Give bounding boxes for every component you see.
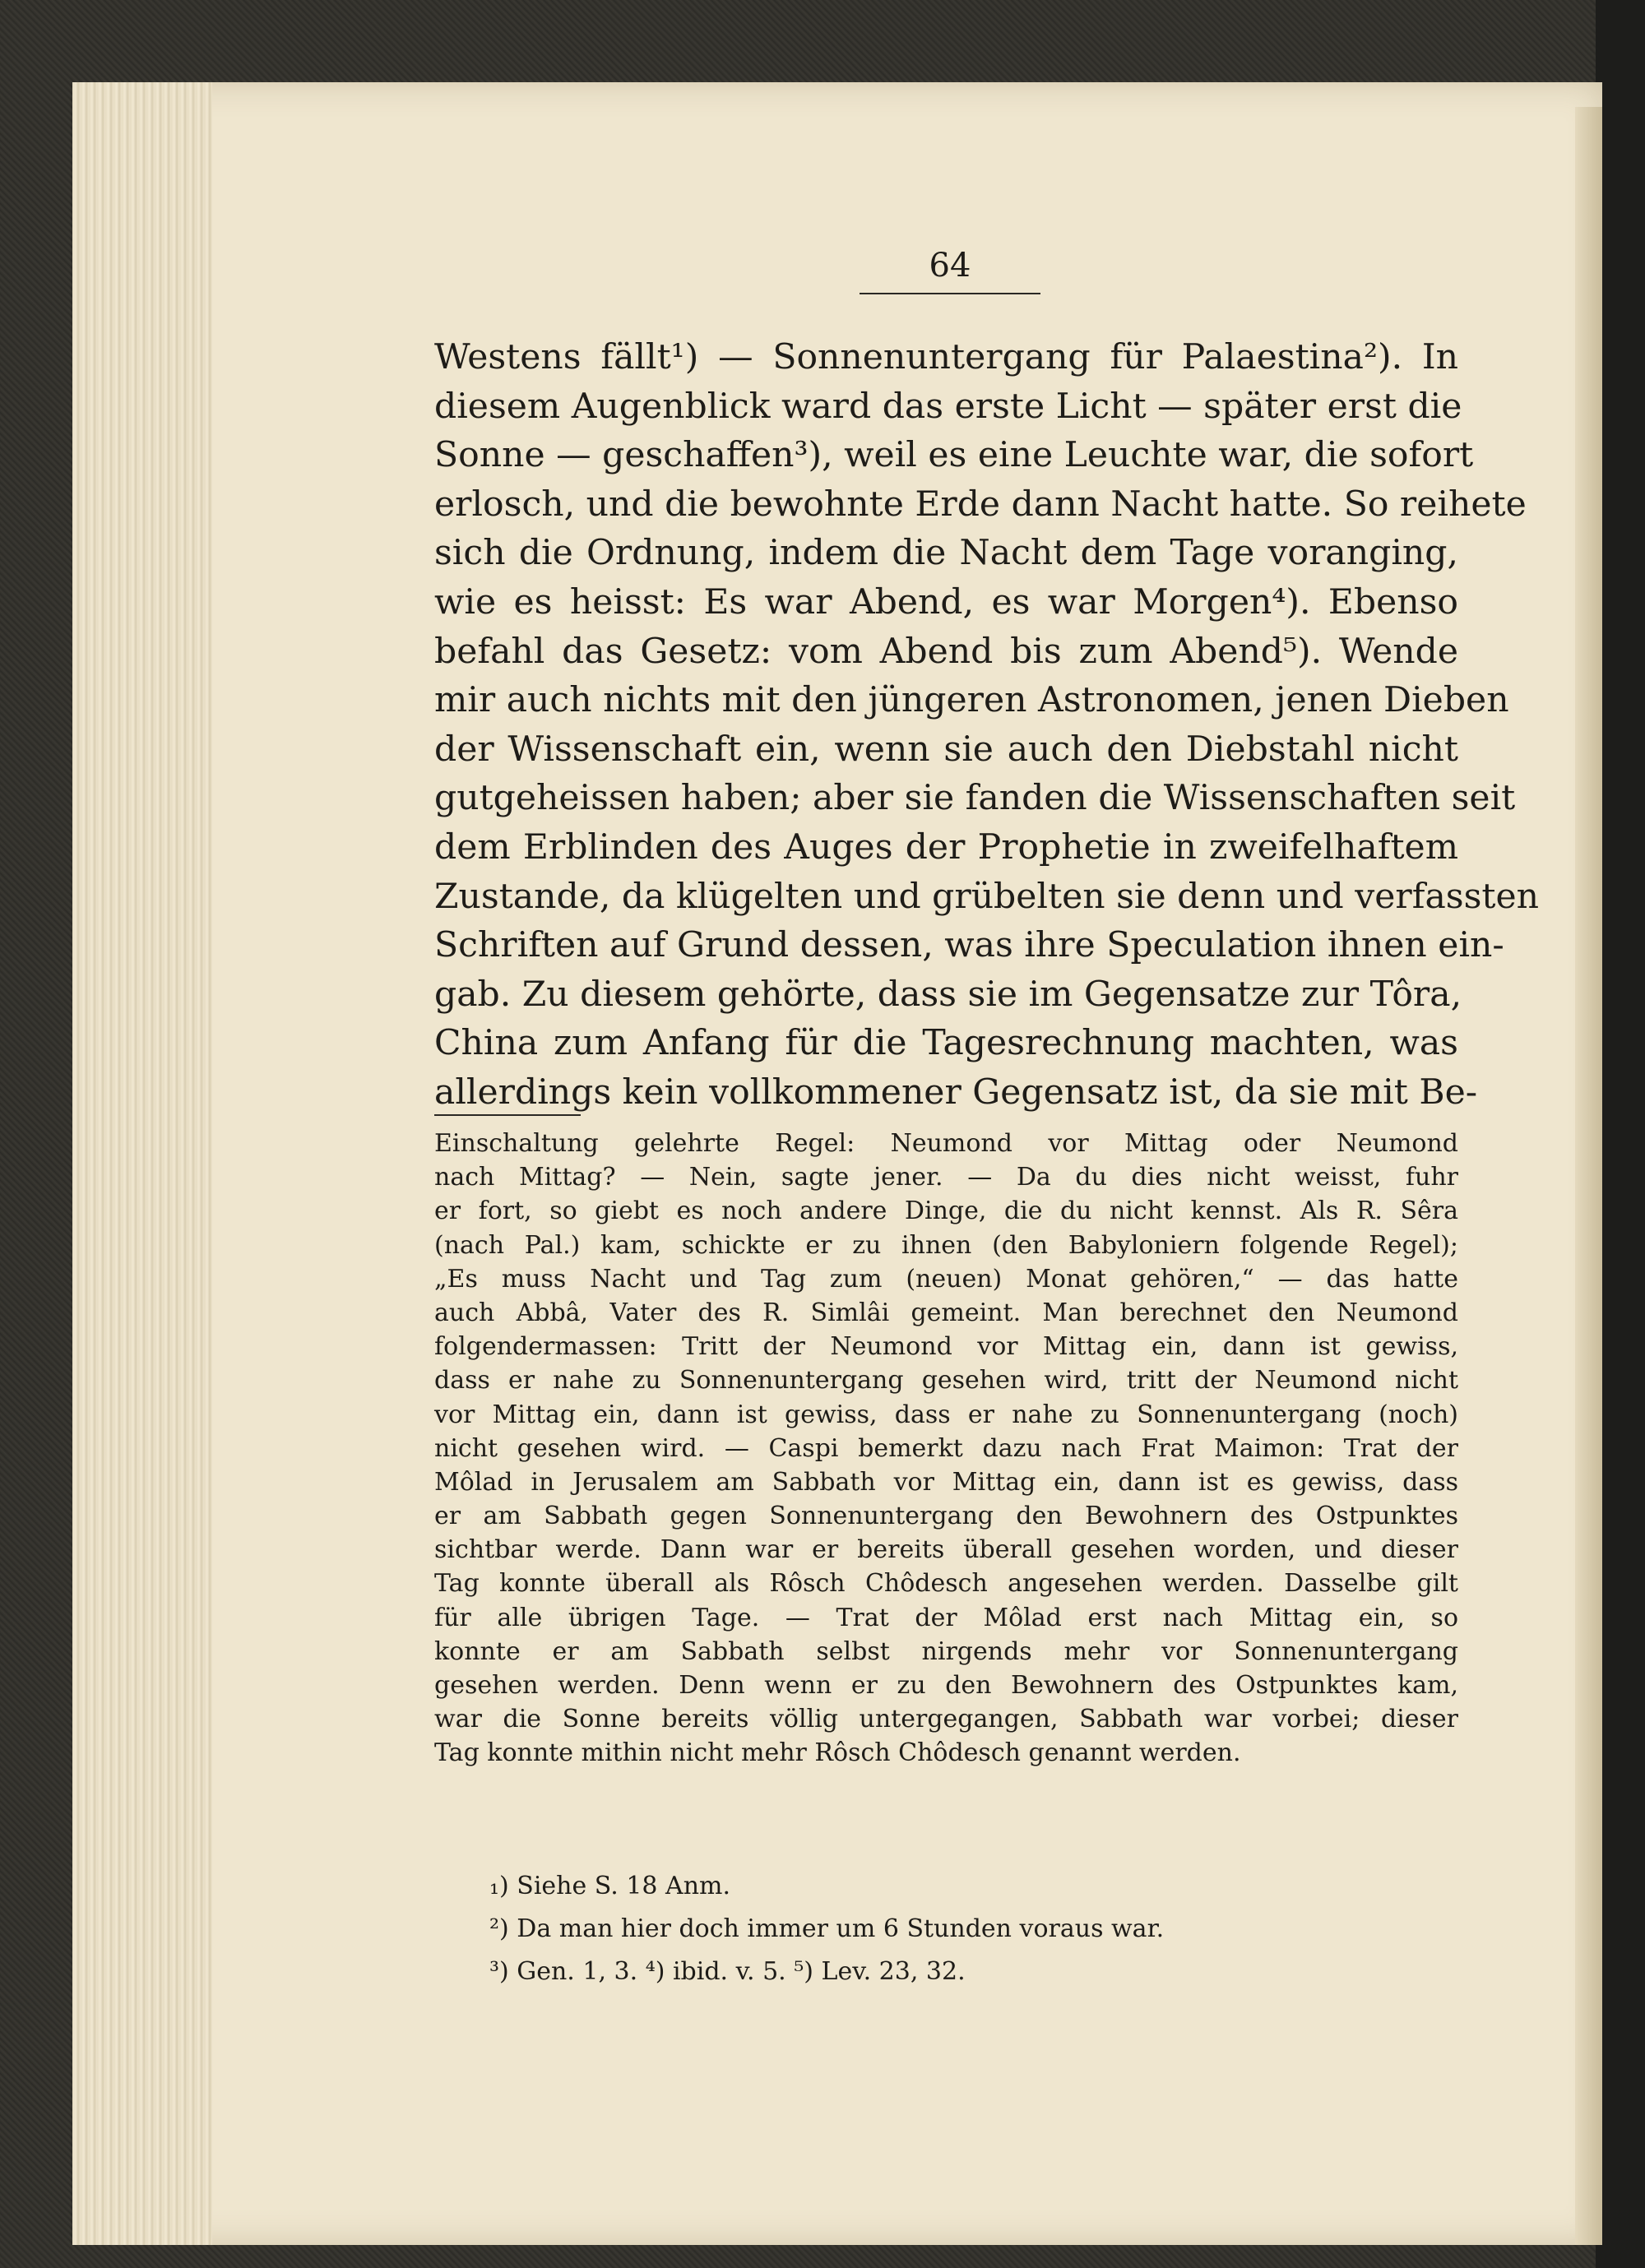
footnote-rule: [434, 1114, 581, 1116]
footnote-line: er am Sabbath gegen Sonnenuntergang den Bewohnern des Ostpunktes: [434, 1502, 1458, 1531]
main-line: mir auch nichts mit den jüngeren Astronomen, jenen Dieben: [434, 680, 1509, 721]
page-number: 64: [929, 247, 971, 285]
main-line: erlosch, und die bewohnte Erde dann Nacht hatte. So reihete: [434, 484, 1527, 525]
page-edges: [72, 82, 212, 2245]
footnote-line: auch Abbâ, Vater des R. Simlâi gemeint. Man berechnet den Neumond: [434, 1298, 1458, 1327]
main-text: [434, 333, 1540, 1118]
footnote-line: konnte er am Sabbath selbst nirgends mehr vor Sonnenuntergang: [434, 1636, 1458, 1666]
footnote-notes: [489, 1865, 1476, 1993]
main-line: diesem Augenblick ward das erste Licht — später erst die: [434, 386, 1462, 427]
main-line: gutgeheissen haben; aber sie fanden die Wissenschaften seit: [434, 778, 1516, 819]
footnote-line: Tag konnte mithin nicht mehr Rôsch Chôdesch genannt werden.: [434, 1738, 1241, 1768]
main-line: China zum Anfang für die Tagesrechnung machten, was: [434, 1023, 1458, 1064]
main-line: sich die Ordnung, indem die Nacht dem Tage voranging,: [434, 533, 1458, 574]
header-rule: [860, 293, 1040, 294]
footnote-line: folgendermassen: Tritt der Neumond vor Mittag ein, dann ist gewiss,: [434, 1332, 1458, 1362]
main-line: Schriften auf Grund dessen, was ihre Speculation ihnen ein-: [434, 925, 1504, 966]
footnote-line: Einschaltung gelehrte Regel: Neumond vor Mittag oder Neumond: [434, 1129, 1458, 1158]
footnote-line: Môlad in Jerusalem am Sabbath vor Mittag ein, dann ist es gewiss, dass: [434, 1467, 1458, 1497]
footnote-line: nach Mittag? — Nein, sagte jener. — Da du dies nicht weisst, fuhr: [434, 1163, 1458, 1192]
main-line: Zustande, da klügelten und grübelten sie denn und verfassten: [434, 876, 1540, 917]
footnote-line: dass er nahe zu Sonnenuntergang gesehen wird, tritt der Neumond nicht: [434, 1366, 1458, 1396]
main-line: dem Erblinden des Auges der Prophetie in zweifelhaftem: [434, 826, 1458, 868]
footnote-line: Tag konnte überall als Rôsch Chôdesch angesehen werden. Dasselbe gilt: [434, 1569, 1458, 1599]
main-line: befahl das Gesetz: vom Abend bis zum Abend⁵). Wende: [434, 631, 1458, 672]
note-2: ²) Da man hier doch immer um 6 Stunden voraus war.: [489, 1914, 1165, 1943]
footnote-line: er fort, so giebt es noch andere Dinge, die du nicht kennst. Als R. Sêra: [434, 1196, 1458, 1226]
footnote-line: nicht gesehen wird. — Caspi bemerkt dazu nach Frat Maimon: Trat der: [434, 1433, 1458, 1463]
footnote-line: (nach Pal.) kam, schickte er zu ihnen (den Babyloniern folgende Regel);: [434, 1230, 1458, 1260]
footnote-text: [434, 1127, 1458, 1770]
main-line: Westens fällt¹) — Sonnenuntergang für Palaestina²). In: [434, 337, 1458, 377]
footnote-line: sichtbar werde. Dann war er bereits überall gesehen worden, und dieser: [434, 1535, 1458, 1565]
main-line: gab. Zu diesem gehörte, dass sie im Gegensatze zur Tôra,: [434, 974, 1462, 1015]
page-gutter: [1575, 107, 1602, 2245]
main-line: wie es heisst: Es war Abend, es war Morgen⁴). Ebenso: [434, 581, 1458, 623]
cover-edge: [1596, 0, 1645, 2268]
footnote-line: war die Sonne bereits völlig untergegangen, Sabbath war vorbei; dieser: [434, 1705, 1458, 1734]
main-line: Sonne — geschaffen³), weil es eine Leuchte war, die sofort: [434, 435, 1474, 476]
footnote-line: „Es muss Nacht und Tag zum (neuen) Monat gehören,“ — das hatte: [434, 1264, 1458, 1294]
main-line: allerdings kein vollkommener Gegensatz ist, da sie mit Be-: [434, 1072, 1478, 1113]
footnote-line: vor Mittag ein, dann ist gewiss, dass er nahe zu Sonnenuntergang (noch): [434, 1400, 1458, 1429]
note-3: ³) Gen. 1, 3. ⁴) ibid. v. 5. ⁵) Lev. 23, 32.: [489, 1957, 966, 1986]
footnote-line: gesehen werden. Denn wenn er zu den Bewohnern des Ostpunktes kam,: [434, 1671, 1458, 1700]
note-1: ₁) Siehe S. 18 Anm.: [489, 1872, 731, 1900]
footnote-line: für alle übrigen Tage. — Trat der Môlad erst nach Mittag ein, so: [434, 1603, 1458, 1632]
main-line: der Wissenschaft ein, wenn sie auch den Diebstahl nicht: [434, 729, 1458, 770]
